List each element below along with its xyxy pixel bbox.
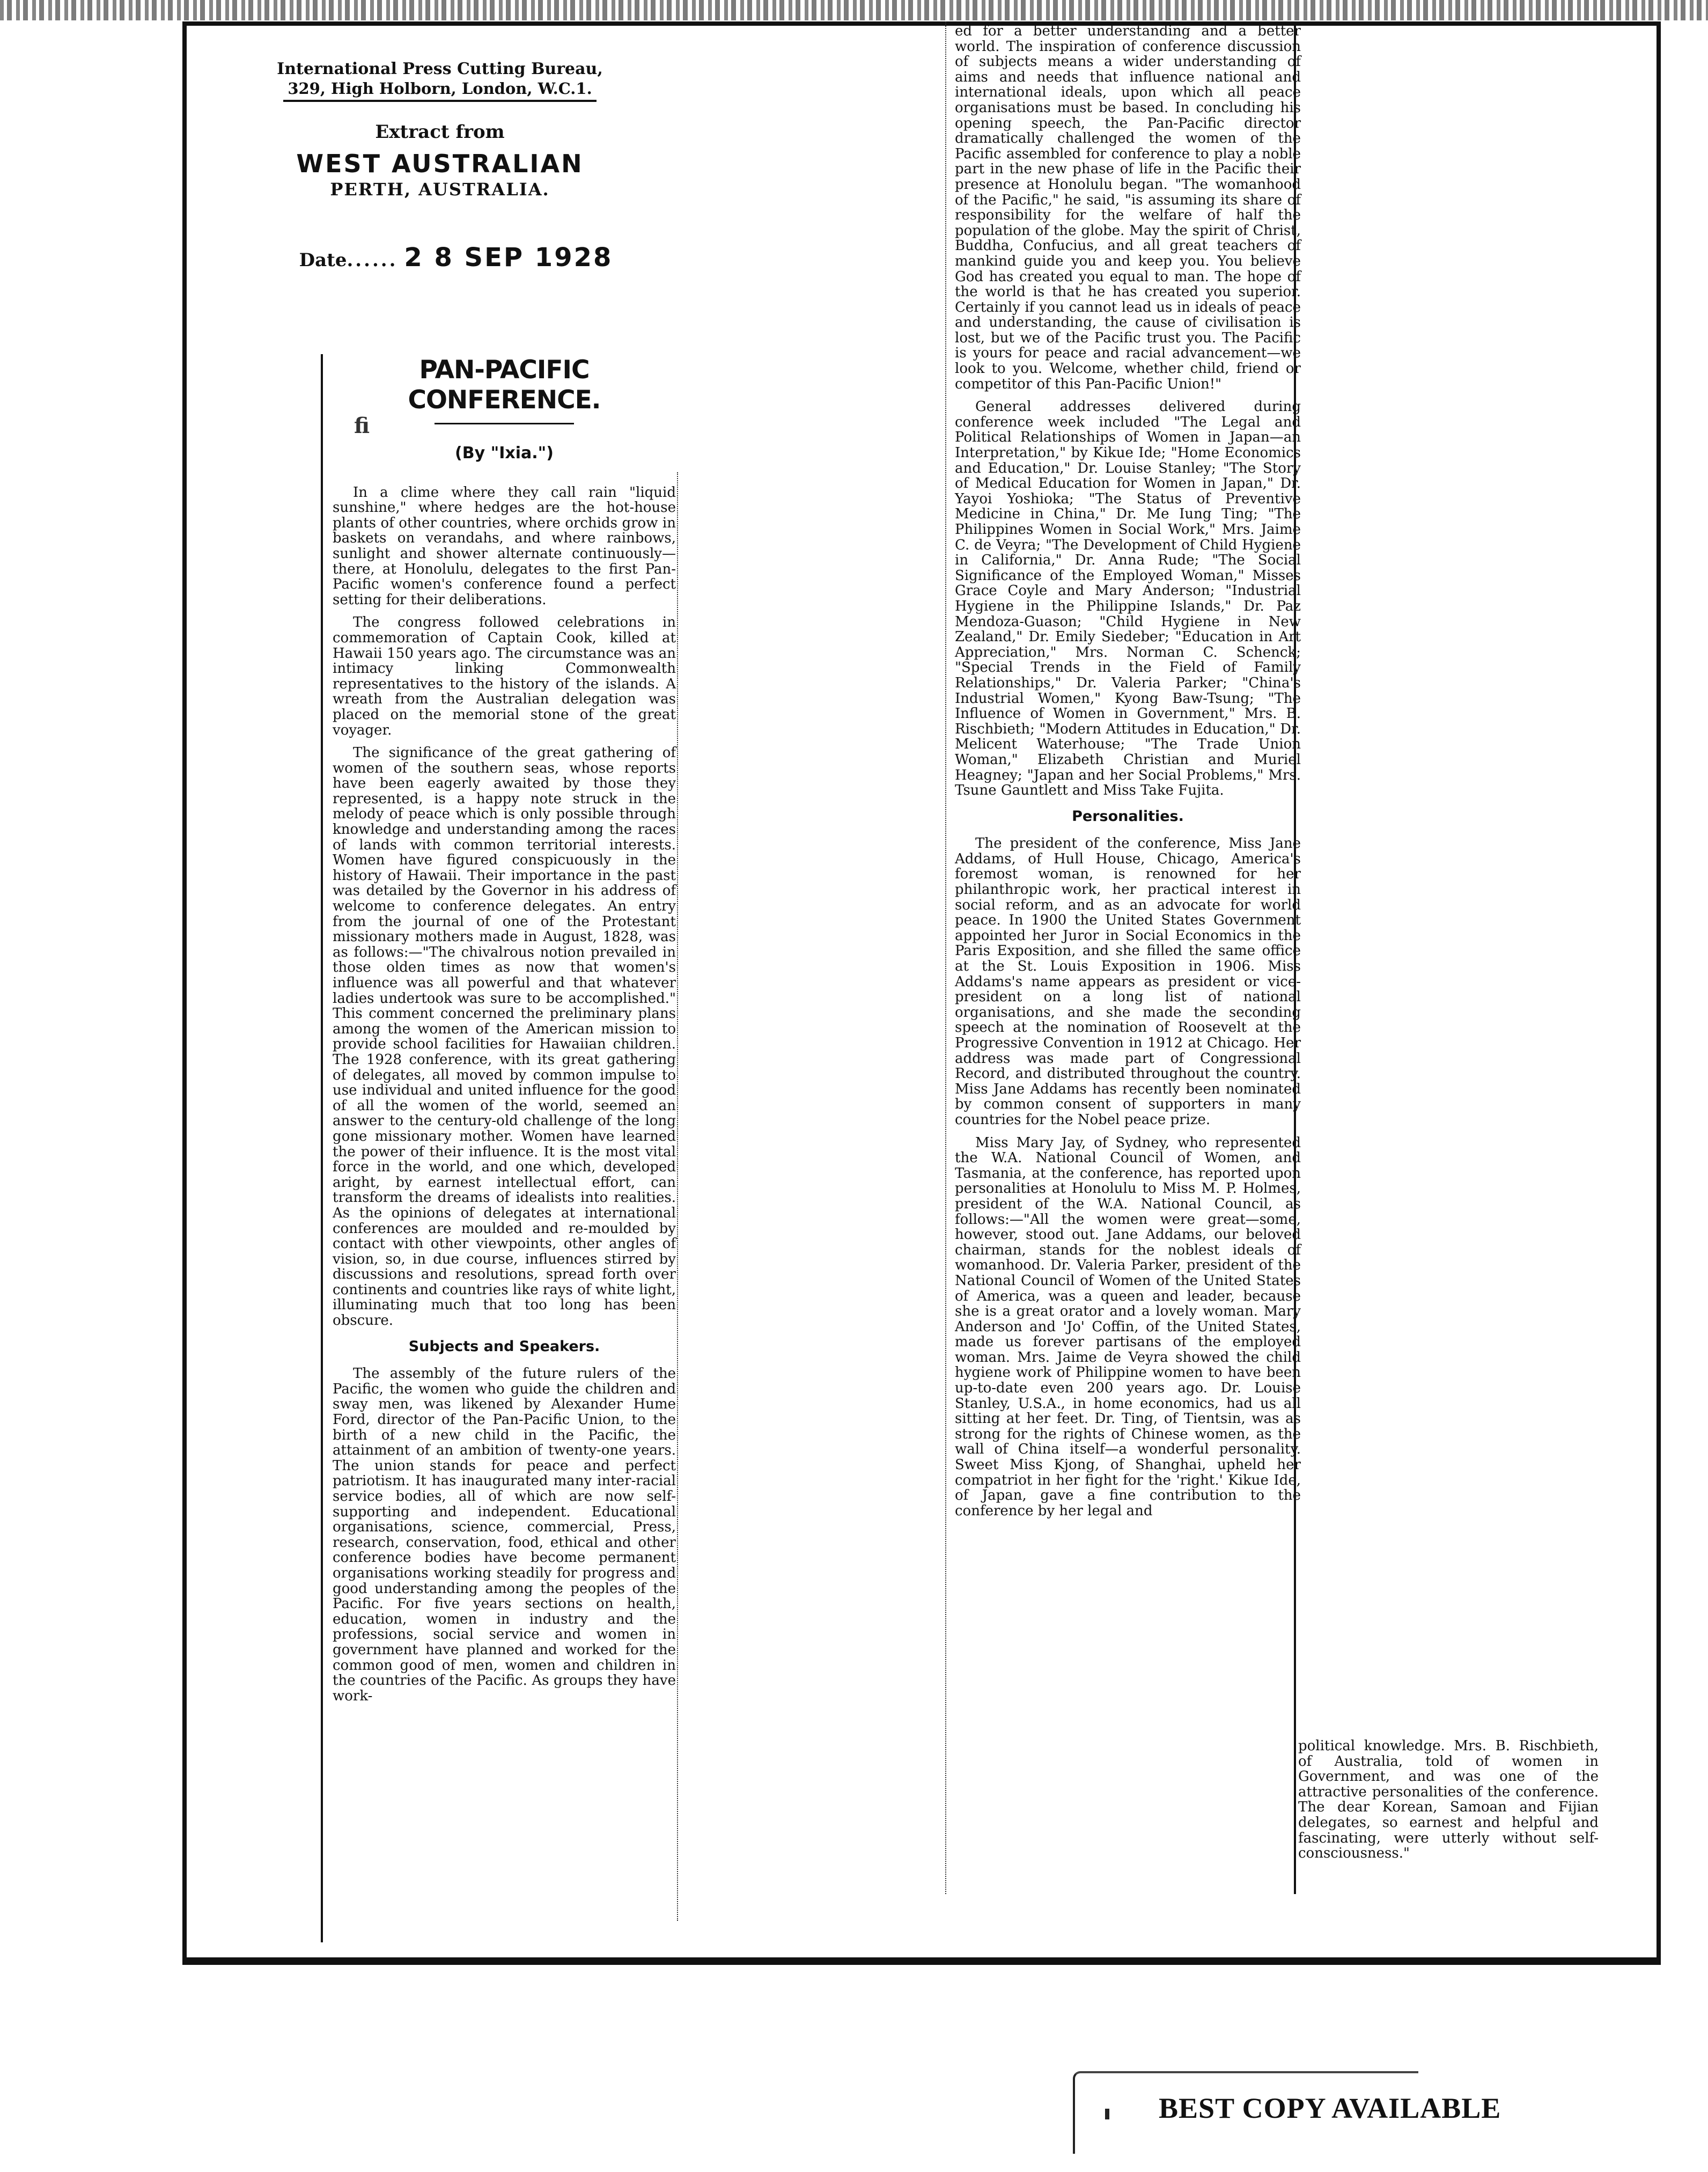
column-rule-middle-left bbox=[945, 21, 946, 1894]
date-row bbox=[182, 243, 730, 273]
best-copy-stamp: BEST COPY AVAILABLE bbox=[1159, 2092, 1501, 2124]
article-column-2 bbox=[955, 24, 1301, 1526]
paragraph: General addresses delivered during conference week included "The Legal and Political Relationships of Women in Japan—an Interpretation," by Kikue Ide; "Home Economics and Education," Dr. Louise Stanley; "The Story of Medical Education for Women in Japan," Dr. Yayoi Yoshioka; "The Status of Preventive Medicine in China," Dr. Me Iung Ting; "The Philippines Women in Social Work," Mrs. Jaime C. de Veyra; "The Development of Child Hygiene in California," Dr. Anna Rude; "The Social Significance of the Employed Woman," Misses Grace Coyle and Mary Anderson; "Industrial Hygiene in the Philippine Islands," Dr. Paz Mendoza-Guason; "Child Hygiene in New Zealand," Dr. Emily Siedeber; "Education in Art Appreciation," Mrs. Norman C. Schenck; "Special Trends in the Field of Family Relationships," Dr. Valeria Parker; "China's Industrial Women," Kyong Baw-Tsung; "The Influence of Women in Government," Mrs. B. Rischbieth; "Modern Attitudes in Education," Dr. Melicent Waterhouse; "The Trade Union Woman," Elizabeth Christian and Muriel Heagney; "Japan and her Social Problems," Mrs. Tsune Gauntlett and Miss Take Fujita. bbox=[955, 399, 1301, 799]
paragraph: The significance of the great gathering of women of the southern seas, whose reports have been eagerly awaited by those they represented, is a happy note struck in the melody of peace which is only possible through knowledge and understanding among the races of lands with common territorial interests. Women have figured conspicuously in the history of Hawaii. Their importance in the past was detailed by the Governor in his address of welcome to conference delegates. An entry from the journal of one of the Protestant missionary mothers made in August, 1828, was as follows:—"The chivalrous notion prevailed in those olden times as now that women's influence was all powerful and that whatever ladies undertook was sure to be accomplished." This comment concerned the preliminary plans among the women of the American mission to provide school facilities for Hawaiian children. The 1928 conference, with its great gathering of delegates, all moved by common impulse to use individual and united influence for the good of all the women of the world, seemed an answer to the century-old challenge of the long gone missionary mother. Women have learned the power of their influence. It is the most vital force in the world, and one which, developed aright, by earnest intellectual effort, can transform the dreams of idealists into realities. As the opinions of delegates at international conferences are moulded and re-moulded by contact with other viewpoints, other angles of vision, so, in due course, influences stirred by discussions and resolutions, spread forth over continents and countries like rays of white light, illuminating much that too long has been obscure. bbox=[333, 745, 676, 1329]
paragraph: political knowledge. Mrs. B. Rischbieth, of Australia, told of women in Government, and was one of the attractive personalities of the conference. The dear Korean, Samoan and Fijian delegates, so earnest and helpful and fascinating, were utterly without self-consciousness." bbox=[1298, 1738, 1599, 1862]
article-headline: PAN-PACIFIC CONFERENCE. bbox=[408, 355, 601, 415]
subheading-personalities: Personalities. bbox=[1072, 808, 1184, 825]
article-byline: (By "Ixia.") bbox=[455, 444, 554, 463]
column-rule-right-ragged bbox=[677, 472, 678, 1921]
paragraph: In a clime where they call rain "liquid sunshine," where hedges are the hot-house plants of other countries, where orchids grow in baskets on verandahs, and where rainbows, sunlight and shower alternate continuously—there, at Honolulu, delegates to the first Pan-Pacific women's conference found a perfect setting for their deliberations. bbox=[333, 484, 676, 608]
paragraph: Miss Mary Jay, of Sydney, who represented the W.A. National Council of Women, and Tasmania, at the conference, has reported upon personalities at Honolulu to Miss M. P. Holmes, president of the W.A. National Council, as follows:—"All the women were great—some, however, stood out. Jane Addams, our beloved chairman, stands for the noblest ideals of womanhood. Dr. Valeria Parker, president of the National Council of Women of the United States of America, was a queen and leader, because she is a great orator and a lovely woman. Mary Anderson and 'Jo' Coffin, of the United States, made us forever partisans of the employed woman. Mrs. Jaime de Veyra showed the child hygiene work of Philippine women to have been up-to-date even 200 years ago. Dr. Louise Stanley, U.S.A., in home economics, had us all sitting at her feet. Dr. Ting, of Tientsin, was as strong for the rights of Chinese women, as the wall of China itself—a wonderful personality. Sweet Miss Kjong, of Shanghai, upheld her compatriot in her fight for the 'right.' Kikue Ide, of Japan, gave a fine contribution to the conference by her legal and bbox=[955, 1134, 1301, 1519]
scan-edge-noise bbox=[0, 0, 1708, 20]
bureau-name: International Press Cutting Bureau, bbox=[277, 60, 603, 78]
stamp-frame-tick bbox=[1105, 2109, 1109, 2119]
headline-rule bbox=[435, 423, 574, 424]
article-column-3 bbox=[1298, 1738, 1599, 1869]
ink-smudge-mark: ﬁ bbox=[354, 413, 370, 438]
paragraph: The congress followed celebrations in commemoration of Captain Cook, killed at Hawaii 150 years ago. The circumstance was an intimacy linking Commonwealth representatives to the history of the islands. A wreath from the Australian delegation was placed on the memorial stone of the great voyager. bbox=[333, 614, 676, 738]
paragraph: The assembly of the future rulers of the Pacific, the women who guide the children and sway men, was likened by Alexander Hume Ford, director of the Pan-Pacific Union, to the birth of a new child in the Pacific, the attainment of an ambition of twenty-one years. The union stands for peace and perfect patriotism. It has inaugurated many inter-racial service bodies, all of which are now self-supporting and independent. Educational organisations, science, commercial, Press, research, conservation, food, ethical and other conference bodies have become permanent organisations working steadily for progress and good understanding among the peoples of the Pacific. For five years sections on health, education, women in industry and the professions, social service and women in government have planned and worked for the common good of men, women and children in the countries of the Pacific. As groups they have work- bbox=[333, 1366, 676, 1704]
newspaper-city: PERTH, AUSTRALIA. bbox=[330, 179, 550, 200]
newspaper-name: WEST AUSTRALIAN bbox=[296, 149, 584, 178]
paragraph: The president of the conference, Miss Jane Addams, of Hull House, Chicago, America's foremost woman, is renowned for her philanthropic work, her practical interest in social reform, and as an advocate for world peace. In 1900 the United States Government appointed her Juror in Social Economics in the Paris Exposition, and she filled the same office at the St. Louis Exposition in 1906. Miss Addams's name appears as president or vice-president on a long list of national organisations, and she made the seconding speech at the nomination of Roosevelt at the Progressive Convention in 1912 at Chicago. Her address was made part of Congressional Record, and distributed throughout the country. Miss Jane Addams has recently been nominated by common consent of supporters in many countries for the Nobel peace prize. bbox=[955, 835, 1301, 1128]
paragraph: ed for a better understanding and a better world. The inspiration of conference discussion of subjects means a wider understanding of aims and needs that influence national and international ideals, upon which all peace organisations must be based. In concluding his opening speech, the Pan-Pacific director dramatically challenged the women of the Pacific assembled for conference to play a noble part in the new phase of life in the Pacific their presence at Honolulu began. "The womanhood of the Pacific," he said, "is assuming its share of responsibility for the welfare of half the population of the globe. May the spirit of Christ, Buddha, Confucius, and all great teachers of mankind guide you and keep you. You believe God has created you equal to man. The hope of the world is that he has created you superior. Certainly if you cannot lead us in ideals of peace and understanding, the cause of civilisation is lost, but we of the Pacific trust you. The Pacific is yours for peace and racial advancement—we look to you. Welcome, whether child, friend or competitor of this Pan-Pacific Union!" bbox=[955, 23, 1301, 392]
extract-label: Extract from bbox=[375, 121, 505, 143]
date-stamp: 2 8 SEP 1928 bbox=[404, 243, 613, 273]
subheading-subjects-speakers: Subjects and Speakers. bbox=[408, 1338, 600, 1355]
date-label: Date bbox=[299, 250, 347, 271]
date-dots: ...... bbox=[347, 250, 398, 271]
bureau-address: 329, High Holborn, London, W.C.1. bbox=[283, 79, 596, 102]
clipping-header bbox=[150, 59, 730, 273]
column-rule-left bbox=[321, 354, 323, 1942]
article-column-1 bbox=[333, 349, 676, 1711]
